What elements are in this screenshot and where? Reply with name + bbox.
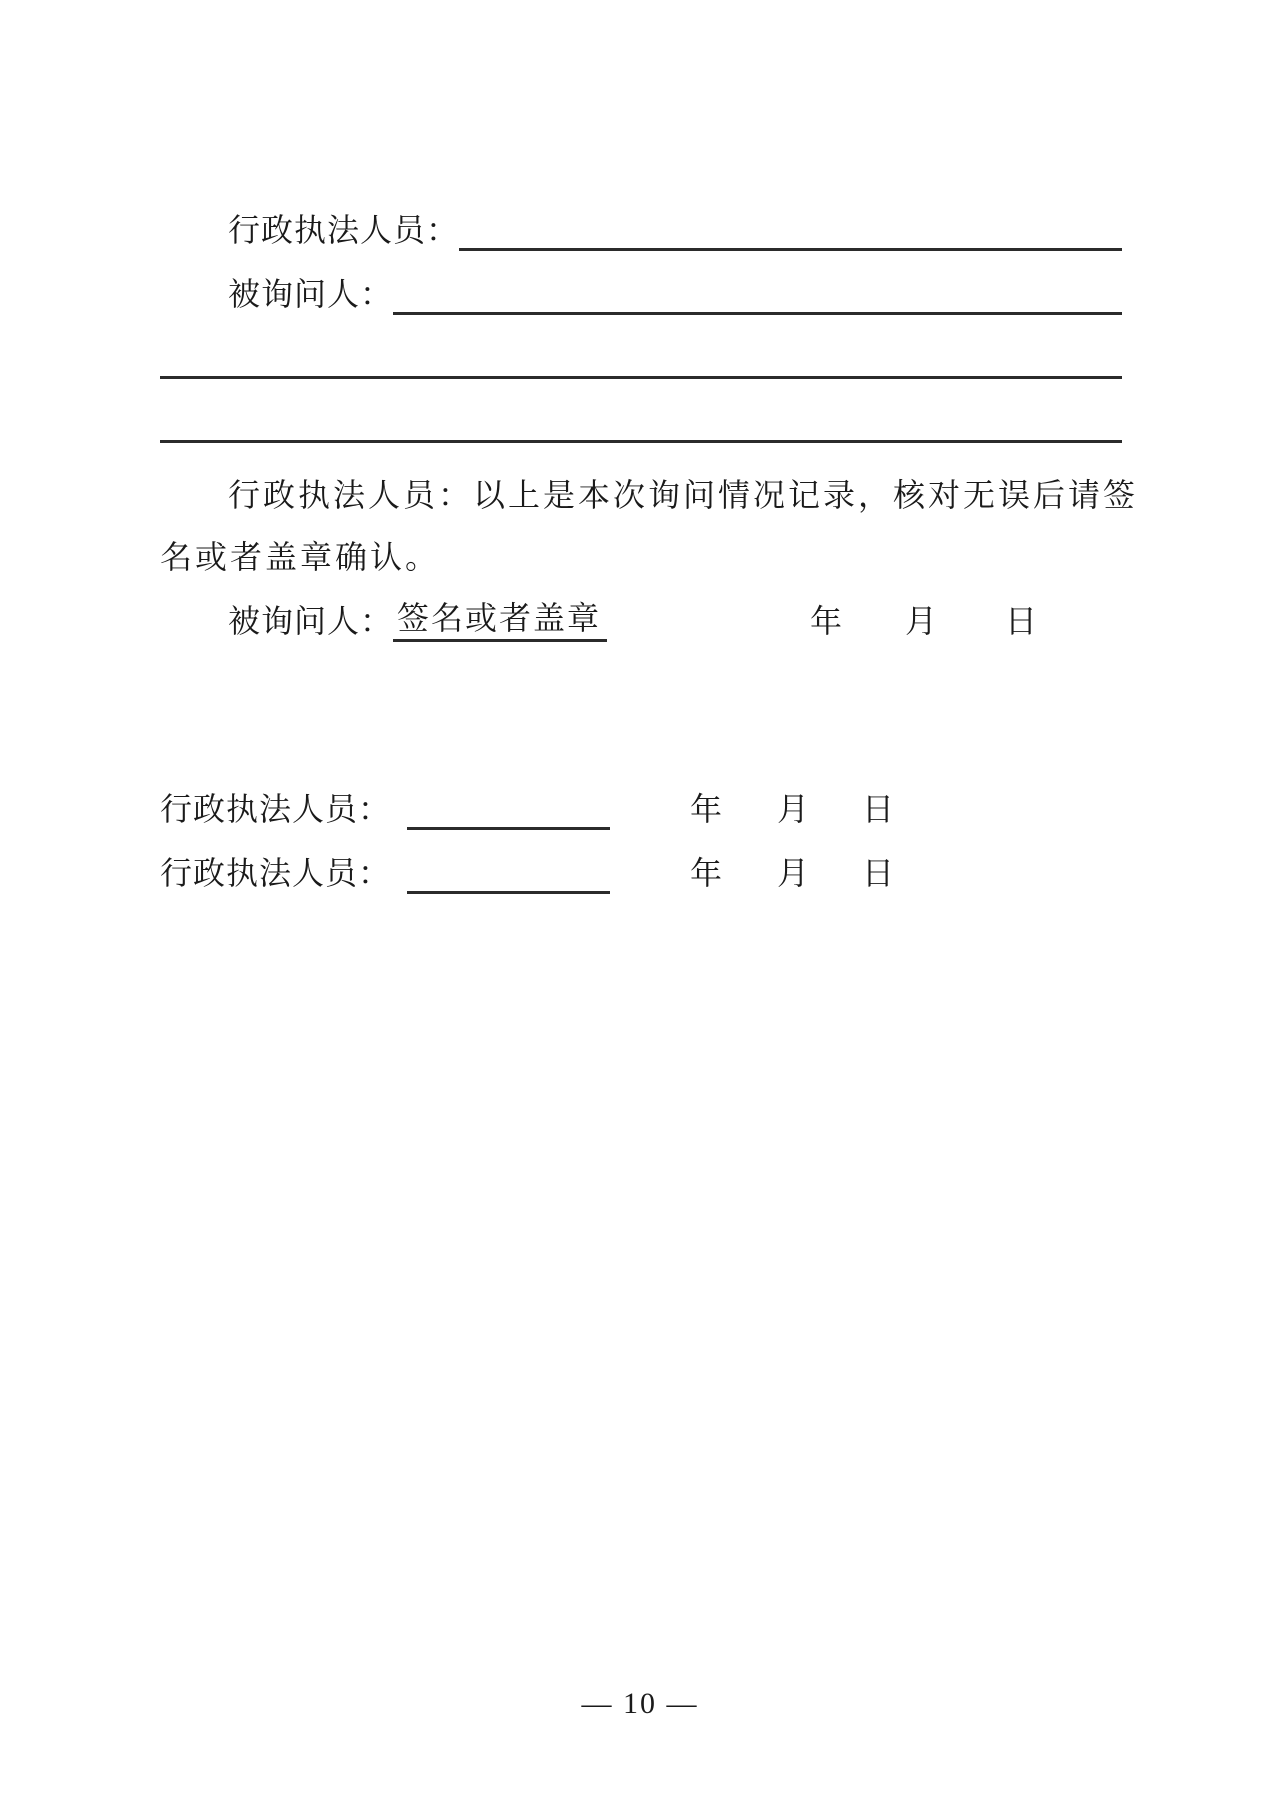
closing-statement-line-1: 行政执法人员：以上是本次询问情况记录，核对无误后请签 (228, 477, 1139, 513)
day-label: 日 (862, 791, 895, 827)
blank-record-line-1 (160, 376, 1122, 379)
blank-record-line-2 (160, 440, 1122, 443)
year-label: 年 (810, 603, 843, 639)
enforcer-label: 行政执法人员： (228, 212, 460, 248)
officer-label: 行政执法人员： (160, 791, 392, 827)
officer-signature-blank-line (407, 849, 610, 894)
closing-statement-line-2: 名或者盖章确认。 (160, 539, 441, 575)
day-label: 日 (862, 855, 895, 891)
day-label: 日 (1005, 603, 1038, 639)
page-number: — 10 — (581, 1687, 699, 1720)
interviewee-signature-row-top (160, 267, 1122, 315)
year-label: 年 (690, 855, 723, 891)
interviewee-confirmation-row (160, 594, 1122, 642)
month-label: 月 (777, 791, 810, 827)
interviewee-label: 被询问人： (228, 276, 394, 312)
year-label: 年 (690, 791, 723, 827)
officer-signature-blank-line (407, 785, 610, 830)
enforcer-signature-blank-line (459, 203, 1122, 251)
interviewee-signature-blank-line (393, 267, 1122, 315)
officer-label: 行政执法人员： (160, 855, 392, 891)
signature-or-seal-placeholder: 签名或者盖章 (393, 602, 607, 642)
month-label: 月 (905, 603, 938, 639)
confirmation-interviewee-label: 被询问人： (228, 603, 394, 639)
officer-signature-row-1 (160, 785, 1122, 830)
enforcer-signature-row-top (160, 203, 1122, 251)
officer-signature-row-2 (160, 849, 1122, 894)
month-label: 月 (777, 855, 810, 891)
